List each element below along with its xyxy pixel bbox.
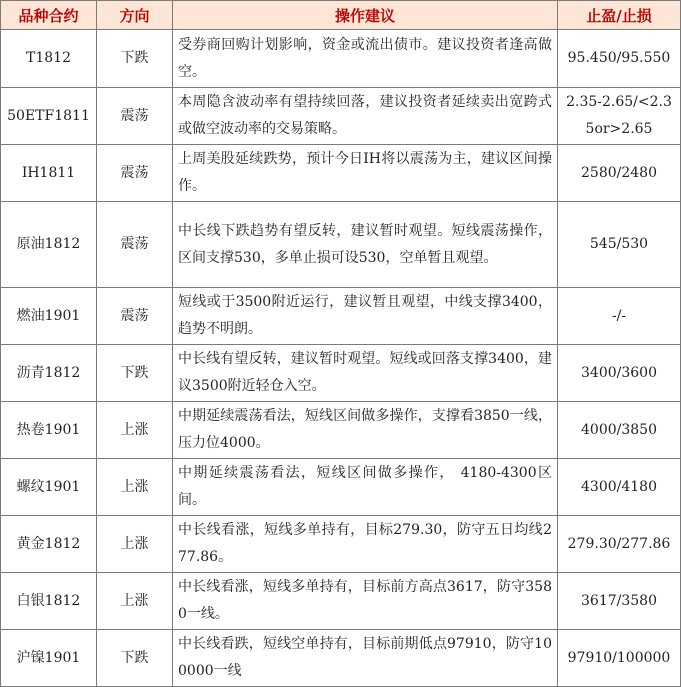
stop-cell: 545/530 [558, 202, 681, 288]
header-advice: 操作建议 [173, 1, 558, 30]
direction-cell: 震荡 [97, 145, 173, 202]
table-row [1, 145, 681, 202]
table-row [1, 88, 681, 145]
contract-cell: 黄金1812 [1, 516, 97, 573]
advice-cell: 中期延续震荡看法，短线区间做多操作， 4180-4300区间。 [173, 459, 558, 516]
advice-cell: 受券商回购计划影响，资金或流出债市。建议投资者逢高做空。 [173, 30, 558, 88]
advice-cell: 中长线看涨，短线多单持有，目标前方高点3617，防守3580一线。 [173, 573, 558, 630]
direction-cell: 上涨 [97, 402, 173, 459]
header-direction: 方向 [97, 1, 173, 30]
table-row [1, 459, 681, 516]
stop-cell: 3617/3580 [558, 573, 681, 630]
stop-cell: 97910/100000 [558, 630, 681, 687]
advice-cell: 上周美股延续跌势，预计今日IH将以震荡为主，建议区间操作。 [173, 145, 558, 202]
contract-cell: 燃油1901 [1, 288, 97, 345]
stop-cell: 95.450/95.550 [558, 30, 681, 88]
advice-cell: 中长线有望反转，建议暂时观望。短线或回落支撑3400，建议3500附近轻仓入空。 [173, 345, 558, 402]
advice-cell: 中长线看涨，短线多单持有，目标279.30，防守五日均线277.86。 [173, 516, 558, 573]
direction-cell: 上涨 [97, 573, 173, 630]
direction-cell: 上涨 [97, 516, 173, 573]
table-row [1, 402, 681, 459]
direction-cell: 下跌 [97, 30, 173, 88]
direction-cell: 震荡 [97, 288, 173, 345]
table-row [1, 202, 681, 288]
table-row [1, 30, 681, 88]
stop-cell: 279.30/277.86 [558, 516, 681, 573]
advice-cell: 本周隐含波动率有望持续回落，建议投资者延续卖出宽跨式或做空波动率的交易策略。 [173, 88, 558, 145]
advice-cell: 中期延续震荡看法，短线区间做多操作，支撑看3850一线，压力位4000。 [173, 402, 558, 459]
table-row [1, 288, 681, 345]
contract-cell: 热卷1901 [1, 402, 97, 459]
table-row [1, 516, 681, 573]
advice-cell: 中长线下跌趋势有望反转，建议暂时观望。短线震荡操作，区间支撑530，多单止损可设530，空单暂且观望。 [173, 202, 558, 288]
direction-cell: 震荡 [97, 202, 173, 288]
contract-cell: 50ETF1811 [1, 88, 97, 145]
stop-cell: 3400/3600 [558, 345, 681, 402]
contract-cell: 白银1812 [1, 573, 97, 630]
advice-cell: 短线或于3500附近运行，建议暂且观望，中线支撑3400，趋势不明朗。 [173, 288, 558, 345]
stop-cell: -/- [558, 288, 681, 345]
header-row [1, 1, 681, 30]
contract-cell: 沪镍1901 [1, 630, 97, 687]
contract-cell: 原油1812 [1, 202, 97, 288]
direction-cell: 上涨 [97, 459, 173, 516]
stop-cell: 4300/4180 [558, 459, 681, 516]
contract-cell: 螺纹1901 [1, 459, 97, 516]
direction-cell: 震荡 [97, 88, 173, 145]
stop-cell: 2.35-2.65/<2.35or>2.65 [558, 88, 681, 145]
direction-cell: 下跌 [97, 630, 173, 687]
stop-cell: 2580/2480 [558, 145, 681, 202]
contract-cell: IH1811 [1, 145, 97, 202]
advice-cell: 中长线看跌，短线空单持有，目标前期低点97910，防守100000一线 [173, 630, 558, 687]
direction-cell: 下跌 [97, 345, 173, 402]
table-row [1, 630, 681, 687]
table-row [1, 573, 681, 630]
header-contract: 品种合约 [1, 1, 97, 30]
contract-cell: T1812 [1, 30, 97, 88]
table-row [1, 345, 681, 402]
contract-cell: 沥青1812 [1, 345, 97, 402]
header-stop: 止盈/止损 [558, 1, 681, 30]
stop-cell: 4000/3850 [558, 402, 681, 459]
